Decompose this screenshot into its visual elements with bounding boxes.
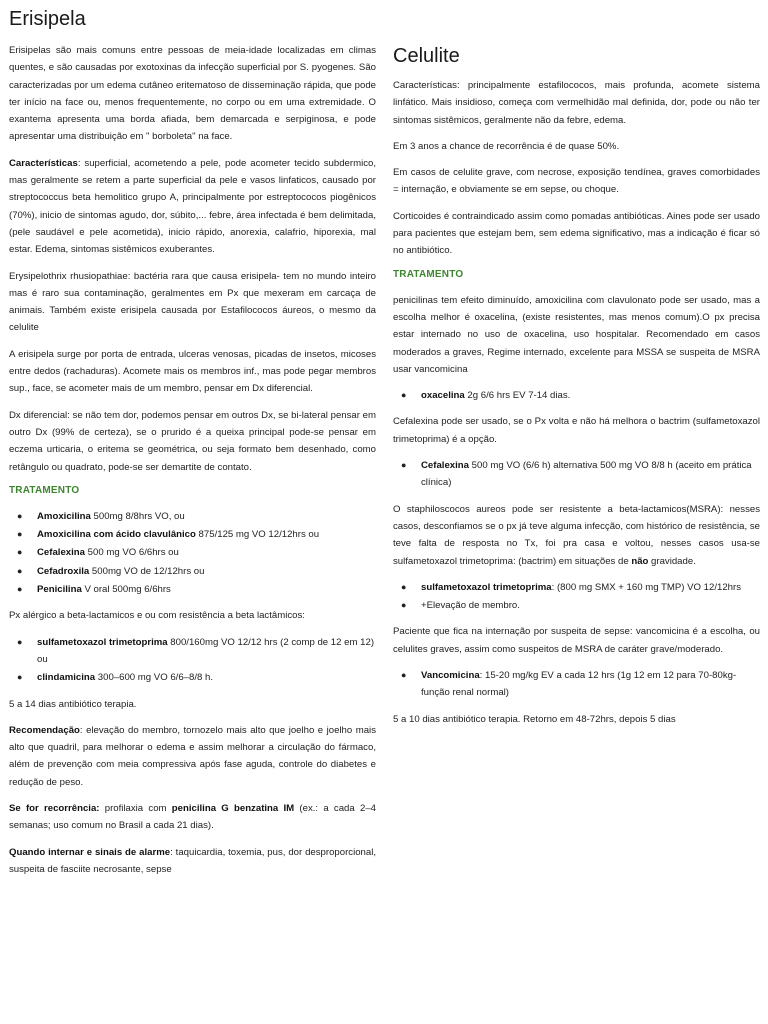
list-item: ● sulfametoxazol trimetoprima: (800 mg SMX + 160 mg TMP) VO 12/12hrs: [401, 581, 742, 593]
drug-name: Amoxicilina com ácido clavulânico: [37, 529, 196, 541]
drug-dose: 500 mg VO (6/6 h) alternativa 500 mg VO 8/8 h (aceito em prática clínica): [421, 460, 752, 489]
erisipela-intro: Erisipelas são mais comuns entre pessoas de meia-idade localizadas em climas quentes, e são causadas por exotoxinas da infecção superficial por S. pyogenes. São caracterizadas por um edema cutâneo eritematoso de disseminação rápida, que pode ter início na face ou, menos frequentemente, no corpo ou em uma extremidade. O exantema apresenta uma borda afiada, bem demarcada e serpiginosa, e pode apresentar uma distribuição em " borboleta" na face.: [9, 45, 376, 143]
list-item: ● Amoxicilina com ácido clavulânico 875/125 mg VO 12/12hrs ou: [17, 529, 320, 541]
caracteristicas-text: : superficial, acometendo a pele, pode acometer tecido subdermico, mas geralmente se retem a parte superficial da pele e vasos linfaticos, causado por streptococcus beta hemolitico grupo A, principalmente por estreptococos piogênicos (70%), inicio de sintomas agudo, dor, súbito,... febre, área infectada é bem delimitada, (pele saudável e pele acometida), inicio rápido, anorexia, calafrio, hiporexia, mal estar. Edema, sintomas sistêmicos exuberantes.: [9, 157, 376, 256]
drug-name: Penicilina: [37, 584, 82, 596]
list-item: ● Cefalexina 500 mg VO 6/6hrs ou: [17, 547, 179, 559]
list-item: ● Cefadroxila 500mg VO de 12/12hrs ou: [17, 565, 205, 577]
drug-dose: 500mg 8/8hrs VO, ou: [90, 510, 185, 522]
drug-dose: 300–600 mg VO 6/6–8/8 h.: [95, 672, 213, 684]
drug-name: Amoxicilina: [37, 510, 91, 522]
celulite-sepse: Paciente que fica na internação por suspeita de sepse: vancomicina é a escolha, ou celulites graves, assim como suspeitos de MSRA de caráter grave/moderado.: [393, 626, 760, 655]
erisipela-recomendacao: [9, 722, 376, 791]
drug-name: Vancomicina: [421, 670, 480, 682]
erisipela-alergico: Px alérgico a beta-lactamicos e ou com resistência a beta lactâmicos:: [9, 610, 305, 622]
alarme-label: Quando internar e sinais de alarme: [9, 846, 171, 858]
erisipela-treatment-list: [9, 508, 376, 598]
recomendacao-label: Recomendação: [9, 724, 80, 736]
drug-name: Cefalexina: [421, 460, 469, 472]
erisipela-alarme: [9, 844, 376, 879]
erisipela-dx-diferencial: Dx diferencial: se não tem dor, podemos pensar em outros Dx, se bi-lateral pensar em outro Dx (99% de certeza), se o prurido é a queixa principal pode-se pensar em eczema urticaria, o eritema se geométrica, ou seja formato bem desenhado, como retângulo ou quadrato, pode-se ser demartite de contato.: [9, 409, 376, 473]
drug-name: clindamicina: [37, 672, 96, 684]
celulite-caracteristicas: Características: principalmente estafilococos, mais profunda, acomete sistema linfático. Mais insidioso, começa com vermelhidão mal definida, dor, pode ou não ter sintomas sistêmicos, geralmente não da febre, edema.: [393, 80, 760, 126]
celulite-recorrencia: Em 3 anos a chance de recorrência é de quase 50%.: [393, 140, 620, 152]
celulite-duracao: 5 a 10 dias antibiótico terapia. Retorno em 48-72hrs, depois 5 dias: [393, 713, 676, 725]
list-item: ● Vancomicina: 15-20 mg/kg EV a cada 12 hrs (1g 12 em 12 para 70-80kg- função renal normal): [401, 670, 737, 699]
drug-dose: 500mg VO de 12/12hrs ou: [89, 565, 205, 577]
drug-dose: 2g 6/6 hrs EV 7-14 dias.: [464, 390, 571, 402]
erisipela-title: Erisipela: [9, 8, 86, 30]
celulite-column: [393, 0, 760, 737]
celulite-title: Celulite: [393, 45, 460, 67]
list-item: ● oxacelina 2g 6/6 hrs EV 7-14 dias.: [401, 390, 571, 402]
celulite-penicilinas: penicilinas tem efeito diminuído, amoxicilina com clavulonato pode ser usado, mas a escolha melhor é oxacelina, (existe resistentes, mas menos comum).O px precisa estar internado no uso de oxacelina, uso hospitalar. Recomendado em casos moderados a graves, Regime internado, excelente para MSSA se suspeita de MSRA usar vancomicina: [393, 294, 760, 375]
erisipela-caracteristicas: [9, 155, 376, 259]
list-item: ● Penicilina V oral 500mg 6/6hrs: [17, 584, 171, 596]
drug-dose: V oral 500mg 6/6hrs: [81, 584, 171, 596]
list-item: ● +Elevação de membro.: [401, 600, 520, 612]
drug-name: oxacelina: [421, 390, 465, 402]
drug-name: sulfametoxazol trimetoprima: [37, 636, 168, 648]
drug-dose: +Elevação de membro.: [421, 600, 520, 612]
celulite-cefalexina: Cefalexina pode ser usado, se o Px volta e não há melhora o bactrim (sulfametoxazol trimetoprima) é a opção.: [393, 416, 760, 445]
recomendacao-text: : elevação do membro, tornozelo mais alto que joelho e joelho mais alto que quadril, para melhorar o edema e assim melhorar a circulação do fármaco, além de prevenção com meia compressiva após fase aguda, controle do diabetes e redução de peso.: [9, 724, 376, 788]
erisipela-duracao: 5 a 14 dias antibiótico terapia.: [9, 698, 137, 710]
erisipela-porta-entrada: A erisipela surge por porta de entrada, ulceras venosas, picadas de insetos, micoses entre dedos (rachaduras). Acomete mais os membros inf., mas pode pegar membros sup., face, se acometer mais de um membro, pensar em Dx diferencial.: [9, 348, 376, 395]
alarme-text: : taquicardia, toxemia, pus, dor desproporcional, suspeita de fasciite necrosante, sepse: [9, 846, 377, 875]
drug-dose: : (800 mg SMX + 160 mg TMP) VO 12/12hrs: [551, 581, 742, 593]
drug-name: Cefadroxila: [37, 565, 90, 577]
celulite-oxacelina-list: [393, 387, 760, 404]
drug-name: sulfametoxazol trimetoprima: [421, 581, 552, 593]
recorrencia-text: profilaxia com: [99, 802, 172, 814]
erisipela-column: [9, 0, 376, 887]
celulite-cefalexina-list: [393, 457, 760, 492]
list-item: ● clindamicina 300–600 mg VO 6/6–8/8 h.: [17, 672, 213, 684]
celulite-vancomicina-list: [393, 667, 760, 702]
erisipela-alergico-list: [9, 634, 376, 687]
list-item: ● Cefalexina 500 mg VO (6/6 h) alternativa 500 mg VO 8/8 h (aceito em prática clínica): [401, 460, 752, 489]
celulite-bactrim-list: [393, 579, 760, 615]
caracteristicas-label: Características: [9, 157, 78, 169]
drug-dose: 800/160mg VO 12/12 hrs (2 comp de 12 em 12) ou: [37, 636, 375, 665]
celulite-msra: [393, 501, 760, 570]
msra-bold: não: [631, 555, 649, 567]
erisipela-recorrencia: [9, 800, 376, 835]
recorrencia-text-end: (ex.: a cada 2–4 semanas; uso comum no Brasil a cada 21 dias).: [9, 802, 376, 832]
erisipela-erysipelothrix: Erysipelothrix rhusiopathiae: bactéria rara que causa erisipela- tem no mundo inteiro mas é raro sua contaminação, geralmentes em Px que mexeram em carcaça de animais. Também existe erisipela causada por Estafilococos áureos, o mesmo da celulite: [9, 270, 376, 334]
drug-dose: 500 mg VO 6/6hrs ou: [85, 547, 179, 559]
celulite-grave: Em casos de celulite grave, com necrose, exposição tendínea, graves comorbidades = internação, e obviamente se em sepse, ou choque.: [393, 167, 760, 196]
erisipela-tratamento-heading: TRATAMENTO: [9, 484, 80, 496]
list-item: ● sulfametoxazol trimetoprima 800/160mg VO 12/12 hrs (2 comp de 12 em 12) ou: [17, 636, 375, 665]
celulite-corticoides: Corticoides é contraindicado assim como pomadas antibióticas. Aines pode ser usado para pacientes que estejam bem, sem edema significativo, mas a indicação é ficar só no antibiótico.: [393, 210, 760, 257]
msra-text: O staphiloscocos aureos pode ser resistente a beta-lactamicos(MSRA): nesses casos, desconfiamos se o px já teve alguma infecção, com histórico de resistência, se teve falta de resposta no Tx, foi pra casa e voltou, nesses casos usa-se sulfametoxazol trimetoprima: (bactrim) em situações de: [393, 503, 760, 567]
drug-dose: 875/125 mg VO 12/12hrs ou: [195, 529, 320, 541]
msra-end: gravidade.: [648, 555, 696, 567]
drug-name: Cefalexina: [37, 547, 85, 559]
celulite-tratamento-heading: TRATAMENTO: [393, 268, 464, 280]
drug-dose: : 15-20 mg/kg EV a cada 12 hrs (1g 12 em 12 para 70-80kg- função renal normal): [421, 670, 737, 699]
recorrencia-drug: penicilina G benzatina IM: [171, 802, 295, 814]
recorrencia-label: Se for recorrência:: [9, 802, 100, 814]
list-item: ● Amoxicilina 500mg 8/8hrs VO, ou: [17, 510, 185, 522]
